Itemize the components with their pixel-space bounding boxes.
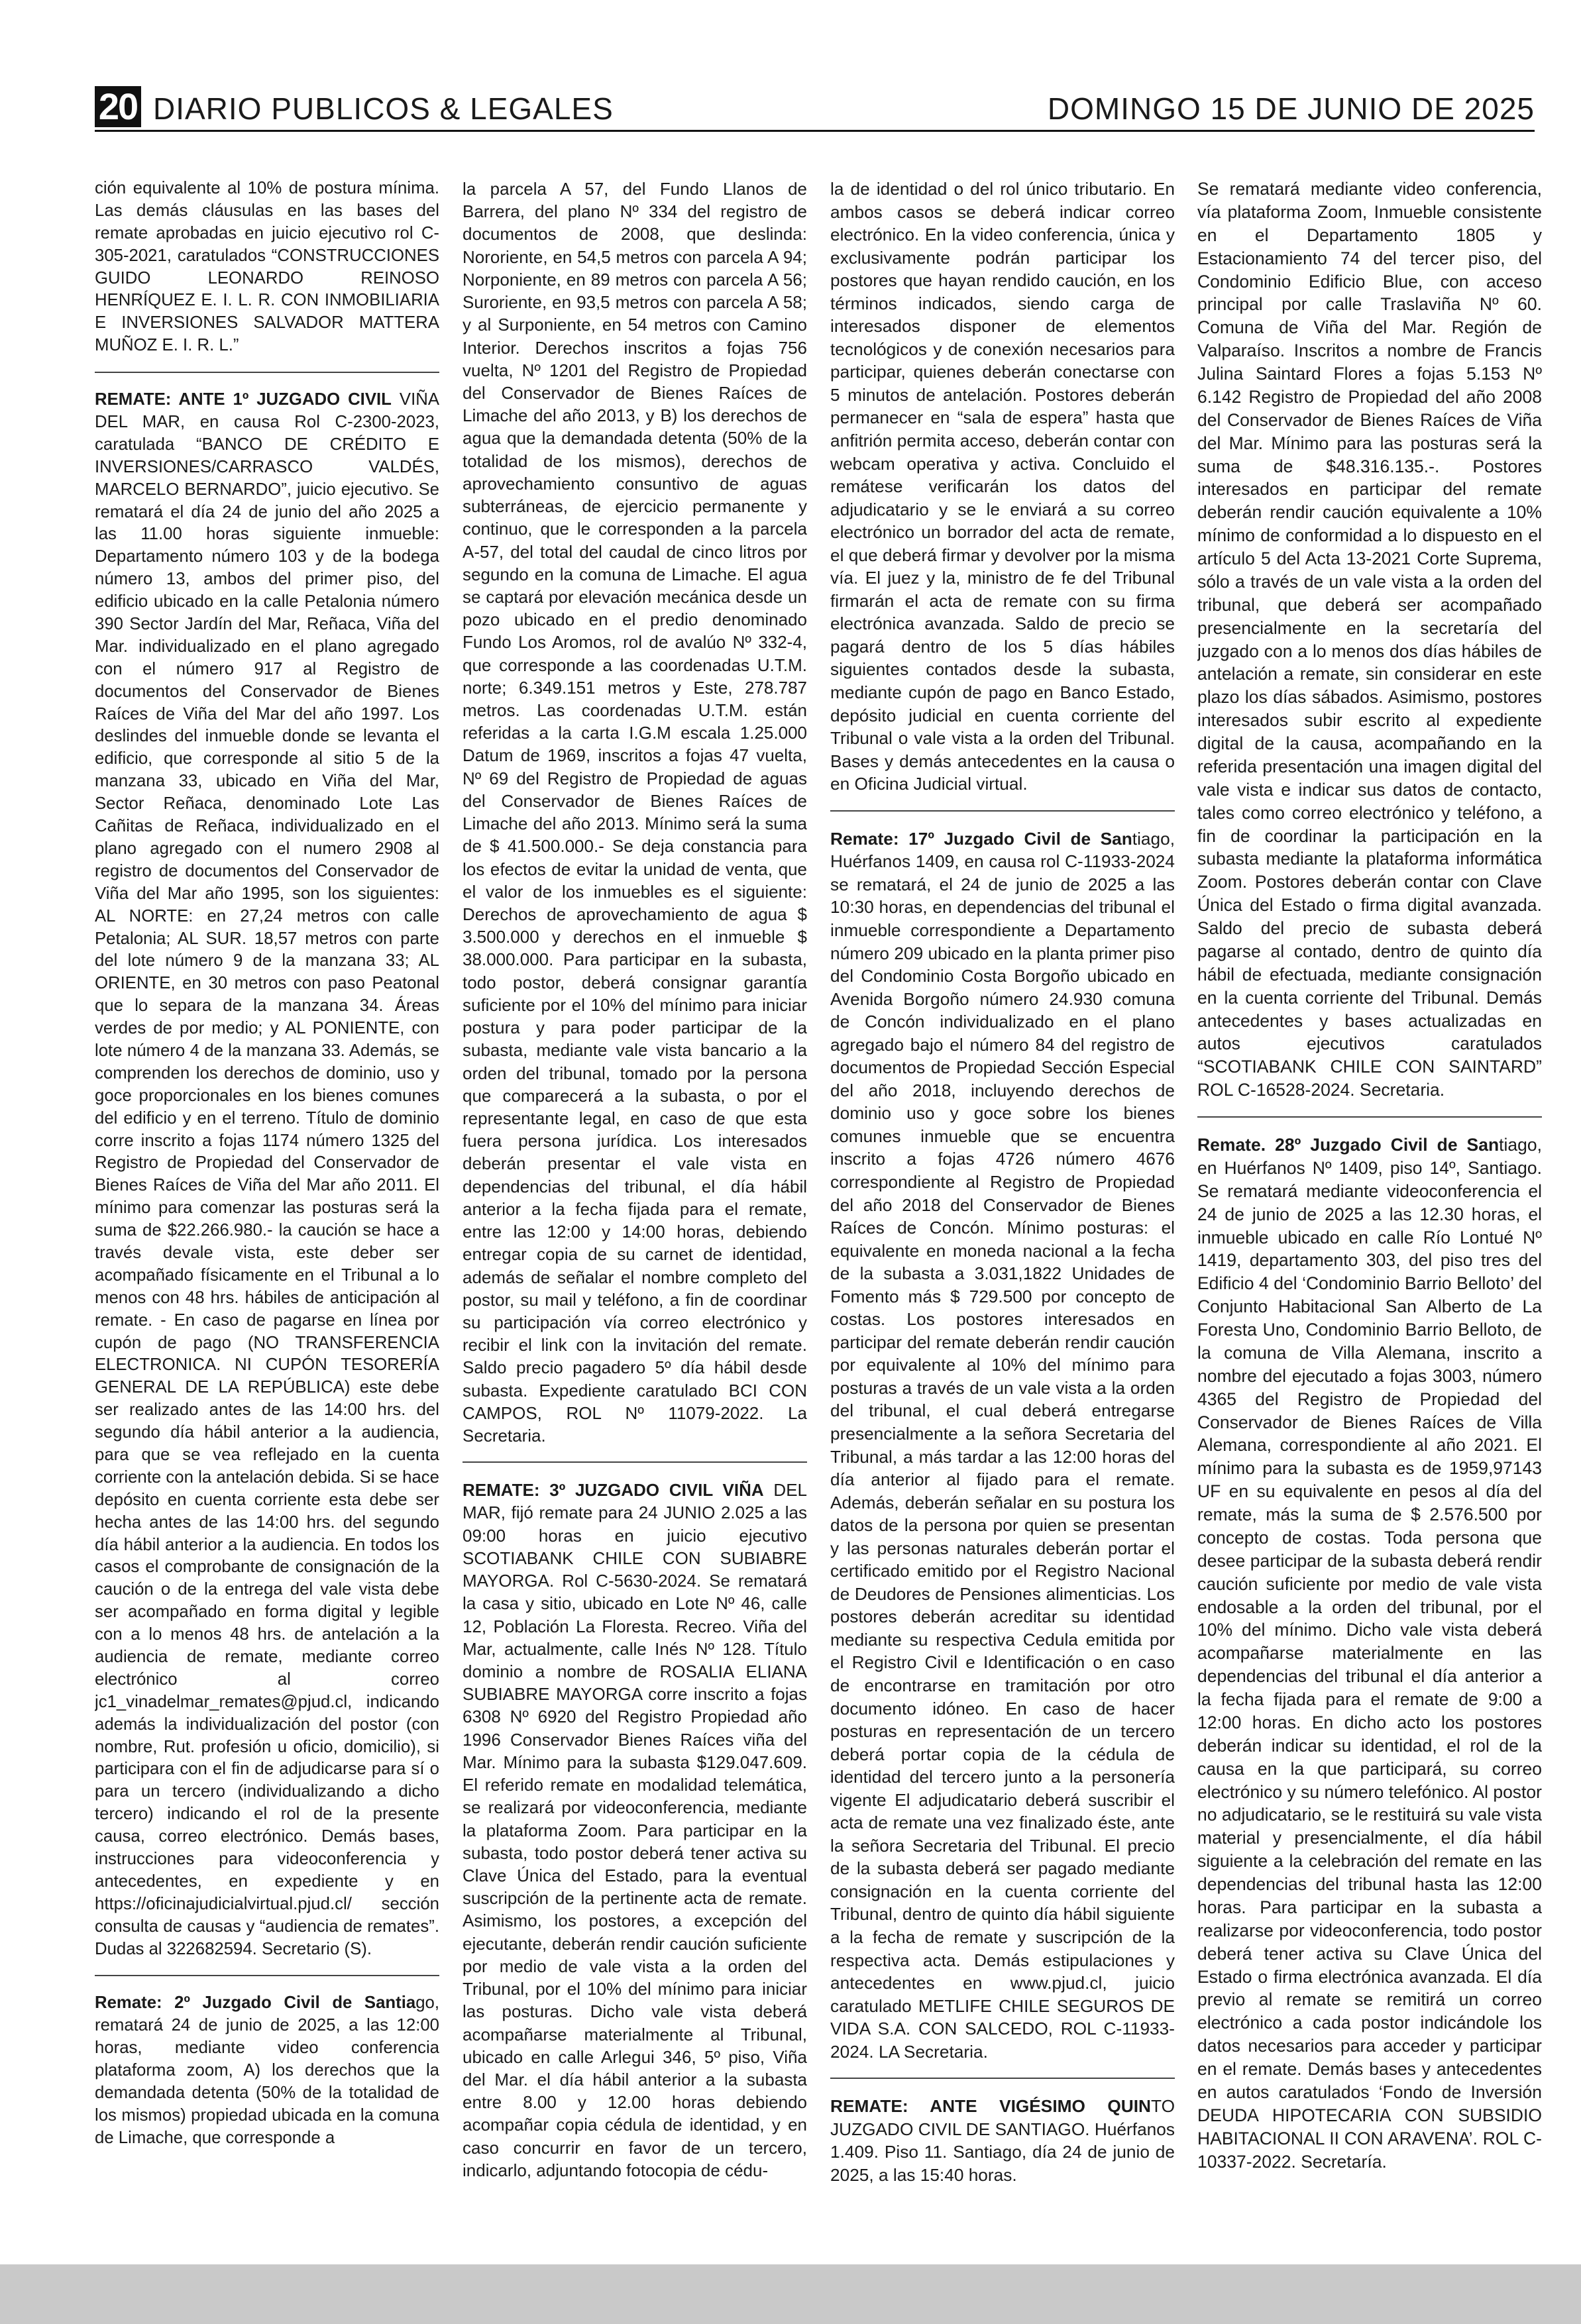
notice-heading: REMATE: 3º JUZGADO CIVIL VIÑA bbox=[463, 1480, 764, 1501]
notice-body: DEL MAR, fijó remate para 24 JUNIO 2.025 a las 09:00 horas en juicio ejecutivo SCOTIABANK CHILE CON SUBIABRE MAYORGA. Rol C-5630-2024. Se rematará la casa y sitio, ubicado en Lote Nº 46, calle 12, Población La Floresta. Recreo. Viña del Mar, actualmente, calle Inés Nº 128. Título dominio a nombre de ROSALIA ELIANA SUBIABRE MAYORGA corre inscrito a fojas 6308 Nº 6920 del Registro Propiedad año 1996 Conservador Bienes Raíces viña del Mar. Mínimo para la subasta $129.047.609. El referido remate en modalidad telemática, se realizará por videoconferencia, mediante la plataforma Zoom. Para participar en la subasta, todo postor deberá tener activa su Clave Única del Estado, para la eventual suscripción de la pertinente acta de remate. Asimismo, los postores, a excepción del ejecutante, deberán rendir caución suficiente por medio de vale vista a la orden del Tribunal, por el 10% del mínimo para iniciar las posturas. Dicho vale vista deberá acompañarse materialmente al Tribunal, ubicado en calle Arlegui 346, 5º piso, Viña del Mar. el día hábil anterior a la subasta entre 8.00 y 12.00 horas debiendo acompañar copia cédula de identidad, y en caso concurrir en favor de un tercero, indicarlo, adjuntando fotocopia de cédu- bbox=[463, 1480, 807, 2180]
column-4 bbox=[1197, 178, 1542, 2211]
notice-remate-2-juzgado-santiago bbox=[95, 1992, 439, 2149]
notice-body: TO JUZGADO CIVIL DE SANTIAGO. Huérfanos 1.409. Piso 11. Santiago, día 24 de junio de 2025, a las 15:40 horas. bbox=[830, 2096, 1175, 2185]
notice-remate-28-juzgado-santiago bbox=[1197, 1134, 1542, 2173]
notice-divider bbox=[830, 810, 1175, 812]
notice-body: VIÑA DEL MAR, en causa Rol C-2300-2023, caratulada “BANCO DE CRÉDITO E INVERSIONES/CARRASCO VALDÉS, MARCELO BERNARDO”, juicio ejecutivo. Se rematará el día 24 de junio del año 2025 a las 11.00 horas siguiente inmueble: Departamento número 103 y de la bodega número 13, ambos del primer piso, del edificio ubicado en la calle Petalonia número 390 Sector Jardín del Mar, Reñaca, Viña del Mar. individualizado en el plano agregado con el número 917 al Registro de documentos del Conservador de Bienes Raíces de Viña del Mar del año 1997. Los deslindes del inmueble donde se levanta el edificio, que corresponde al sitio 5 de la manzana 33, ubicado en Viña del Mar, Sector Reñaca, denominado Lote Las Cañitas de Reñaca, individualizado en el plano agregado con el numero 2908 al registro de documentos del Conservador de Viña del Mar año 1995, son los siguientes: AL NORTE: en 27,24 metros con calle Petalonia; AL SUR. 18,57 metros con parte del lote número 9 de la manzana 33; AL ORIENTE, en 30 metros con paso Peatonal que lo separa de la manzana 34. Áreas verdes de por medio; y AL PONIENTE, con lote número 4 de la manzana 33. Además, se comprenden los derechos de dominio, uso y goce proporcionales en los bienes comunes del edificio y en el terreno. Título de dominio corre inscrito a fojas 1174 número 1325 del Registro de Propiedad del Conservador de Bienes Raíces de Viña del Mar año 2011. El mínimo para comenzar las posturas será la suma de $22.266.980.- la caución se hace a través devale vista, este deber ser acompañado físicamente en el Tribunal a lo menos con 48 hrs. hábiles de anticipación al remate. - En caso de pagarse en línea por cupón de pago (NO TRANSFERENCIA ELECTRONICA. NI CUPÓN TESORERÍA GENERAL DE LA REPÚBLICA) este debe ser realizado antes de las 14:00 hrs. del segundo día hábil anterior a la audiencia, para que se vea reflejado en la cuenta corriente con la antelación debida. Si se hace depósito en cuenta corriente esta debe ser hecha antes de las 14:00 hrs. del segundo día hábil anterior a la audiencia. En todos los casos el comprobante de consignación de la caución o de la entrega del vale vista debe ser acompañado en forma digital y legible con a lo menos 48 hrs. de antelación a la audiencia de remate, mediante correo electrónico al correo jc1_vinadelmar_remates@pjud.cl, indicando además la individualización del postor (con nombre, Rut. profesión u oficio, domicilio), si participara con el fin de adjudicarse para sí o para un tercero (individualizando a dicho tercero) indicando el rol de la presente causa, correo electrónico. Demás bases, instrucciones para videoconferencia y antecedentes, en expediente y en https://oficinajudicialvirtual.pjud.cl/ sección consulta de causas y “audiencia de remates”. Dudas al 322682594. Secretario (S). bbox=[95, 390, 439, 1958]
notice-heading: Remate: 2º Juzgado Civil de Santia bbox=[95, 1993, 416, 2013]
notice-divider bbox=[95, 1975, 439, 1976]
notice-continuation: ción equivalente al 10% de postura mínima. Las demás cláusulas en las bases del remate aprobadas en juicio ejecutivo rol C-305-2021, caratulados “CONSTRUCCIONES GUIDO LEONARDO REINOSO HENRÍQUEZ E. I. L. R. CON INMOBILIARIA E INVERSIONES SALVADOR MATTERA MUÑOZ E. I. R. L.” bbox=[95, 179, 439, 355]
notice-remate-17-juzgado-santiago bbox=[830, 827, 1175, 2064]
notice-remate-3-juzgado-vina bbox=[463, 1479, 807, 2182]
notice-heading: Remate. 28º Juzgado Civil de San bbox=[1197, 1135, 1499, 1155]
notice-divider bbox=[463, 1461, 807, 1463]
column-2 bbox=[463, 178, 807, 2211]
notice-heading: Remate: 17º Juzgado Civil de San bbox=[830, 828, 1132, 849]
page-header bbox=[95, 83, 1535, 132]
notice-divider bbox=[1197, 1116, 1542, 1118]
notice-body: tiago, Huérfanos 1409, en causa rol C-11933-2024 se rematará, el 24 de junio de 2025 a las 10:30 horas, en dependencias del tribunal el inmueble correspondiente a Departamento número 209 ubicado en la planta primer piso del Condominio Costa Borgoño ubicado en Avenida Borgoño número 24.930 comuna de Concón individualizado en el plano agregado bajo el número 84 del registro de documentos de Propiedad Sección Especial del año 2018, incluyendo derechos de dominio uso y goce sobre los bienes comunes inmueble que se encuentra inscrito a fojas 4726 número 4676 correspondiente al Registro de Propiedad del año 2018 del Conservador de Bienes Raíces de Concón. Mínimo posturas: el equivalente en moneda nacional a la fecha de la subasta a 3.031,1822 Unidades de Fomento más $ 729.500 por concepto de costas. Los postores interesados en participar del remate deberán rendir caución por equivalente al 10% del mínimo para posturas a través de un vale vista a la orden del tribunal, el cual deberá entregarse presencialmente a la señora Secretaria del Tribunal, a más tardar a las 12:00 horas del día anterior al fijado para el remate. Además, deberán señalar en su postura los datos de la persona por quien se presentan y las personas naturales deberán portar el certificado emitido por el Registro Nacional de Deudores de Pensiones alimenticias. Los postores deberán acreditar su identidad mediante su respectiva Cedula emitida por el Registro Civil e Identificación o en caso de encontrarse en tramitación por otro documento idóneo. En caso de hacer posturas en representación de un tercero deberá portar copia de la cédula de identidad del tercero junto a la personería vigente El adjudicatario deberá suscribir el acta de remate una vez finalizado éste, ante la señora Secretaria del Tribunal. El precio de la subasta deberá ser pagado mediante consignación en la cuenta corriente del Tribunal, dentro de quinto día hábil siguiente a la fecha de remate y suscripción de la respectiva acta. Demás estipulaciones y antecedentes en www.pjud.cl, juicio caratulado METLIFE CHILE SEGUROS DE VIDA S.A. CON SALCEDO, ROL C-11933-2024. LA Secretaria. bbox=[830, 828, 1175, 2062]
notice-divider bbox=[95, 372, 439, 373]
publication-title: DIARIO PUBLICOS & LEGALES bbox=[153, 91, 614, 126]
publication-date: DOMINGO 15 DE JUNIO DE 2025 bbox=[1047, 91, 1535, 126]
page-number: 20 bbox=[95, 86, 141, 127]
notice-continuation: Se rematará mediante video conferencia, vía plataforma Zoom, Inmueble consistente en el Departamento 1805 y Estacionamiento 74 del tercer piso, del Condominio Edificio Blue, con acceso principal por calle Traslaviña Nº 60. Comuna de Viña del Mar. Región de Valparaíso. Inscritos a nombre de Francis Julina Saintard Flores a fojas 5.153 Nº 6.142 Registro de Propiedad del año 2008 del Conservador de Bienes Raíces de Viña del Mar. Mínimo para las posturas será la suma de $48.316.135.-. Postores interesados en participar del remate deberán rendir caución equivalente a 10% mínimo de conformidad a lo dispuesto en el artículo 5 del Acta 13-2021 Corte Suprema, sólo a través de un vale vista a la orden del tribunal, que deberá ser acompañado presencialmente en la secretaría del juzgado con a lo menos dos días hábiles de antelación a remate, sin considerar en este plazo los días sábados. Asimismo, postores interesados subir escrito al expediente digital de la causa, acompañando en la referida presentación una imagen digital del vale vista e indicar sus datos de contacto, tales como correo electrónico y teléfono, a fin de coordinar la participación en la subasta mediante la plataforma informática Zoom. Postores deberán contar con Clave Única del Estado o firma digital avanzada. Saldo del precio de subasta deberá pagarse al contado, dentro de quinto día hábil de efectuada, mediante consignación en la cuenta corriente del Tribunal. Demás antecedentes y bases actualizadas en autos ejecutivos caratulados “SCOTIABANK CHILE CON SAINTARD” ROL C-16528-2024. Secretaria. bbox=[1197, 179, 1542, 1100]
notice-heading: REMATE: ANTE 1º JUZGADO CIVIL bbox=[95, 390, 392, 409]
notice-remate-1-juzgado-vina bbox=[95, 389, 439, 1960]
notice-heading: REMATE: ANTE VIGÉSIMO QUIN bbox=[830, 2096, 1152, 2117]
notice-continuation: la de identidad o del rol único tributario. En ambos casos se deberá indicar correo electrónico. En la video conferencia, única y exclusivamente podrán participar los postores que hayan rendido caución, en los términos indicados, siendo carga de interesados disponer de elementos tecnológicos y de conexión necesarios para participar, quienes deberán conectarse con 5 minutos de antelación. Postores deberán permanecer en “sala de espera” hasta que anfitrión permita acceso, deberán contar con webcam operativa y activa. Concluido el remátese verificarán los datos del adjudicatario y se le enviará a su correo electrónico un borrador del acta de remate, el que deberá firmar y devolver por la misma vía. El juez y la, ministro de fe del Tribunal firmarán el acta de remate con su firma electrónica avanzada. Saldo de precio se pagará dentro de los 5 días hábiles siguientes contados desde la subasta, mediante cupón de pago en Banco Estado, depósito judicial en cuenta corriente del Tribunal o vale vista a la orden del Tribunal. Bases y demás antecedentes en la causa o en Oficina Judicial virtual. bbox=[830, 179, 1175, 794]
notice-continuation: la parcela A 57, del Fundo Llanos de Barrera, del plano Nº 334 del registro de documentos de 2008, que deslinda: Nororiente, en 54,5 metros con parcela A 94; Norponiente, en 89 metros con parcela A 56; Suroriente, en 93,5 metros con parcela A 58; y al Surponiente, en 54 metros con Camino Interior. Derechos inscritos a fojas 756 vuelta, Nº 1201 del Registro de Propiedad del Conservador de Bienes Raíces de Limache del año 2013, y B) los derechos de agua que la demandada detenta (50% de la totalidad de los mismos), derechos de aprovechamiento consuntivo de aguas subterráneas, de ejercicio permanente y continuo, que le corresponden a la parcela A-57, del total del caudal de cinco litros por segundo en la comuna de Limache. El agua se captará por elevación mecánica desde un pozo ubicado en el predio denominado Fundo Los Aromos, rol de avalúo Nº 332-4, que corresponde a las coordenadas U.T.M. norte; 6.349.151 metros y Este, 278.787 metros. Las coordenadas U.T.M. están referidas a la carta I.G.M escala 1.25.000 Datum de 1969, inscritos a fojas 47 vuelta, Nº 69 del Registro de Propiedad de aguas del Conservador de Bienes Raíces de Limache del año 2013. Mínimo será la suma de $ 41.500.000.- Se deja constancia para los efectos de evitar la unidad de venta, que el valor de los inmuebles es el siguiente: Derechos de aprovechamiento de agua $ 3.500.000 y derechos en el inmueble $ 38.000.000. Para participar en la subasta, todo postor, deberá consignar garantía suficiente por el 10% del mínimo para iniciar postura y para poder participar de la subasta, mediante vale vista bancario a la orden del tribunal, tomado por la persona que comparecerá a la subasta, o por el representante legal, en caso de que esta fuera persona jurídica. Los interesados deberán presentar el vale vista en dependencias del tribunal, el día hábil anterior a la fecha fijada para el remate, entre las 12:00 y 14:00 horas, debiendo entregar copia de su carnet de identidad, además de señalar el nombre completo del postor, su mail y teléfono, a fin de coordinar su participación vía correo electrónico y recibir el link con la invitación del remate. Saldo precio pagadero 5º día hábil desde subasta. Expediente caratulado BCI CON CAMPOS, ROL Nº 11079-2022. La Secretaria. bbox=[463, 179, 807, 1446]
notice-body: tiago, en Huérfanos Nº 1409, piso 14º, Santiago. Se rematará mediante videoconferencia el 24 de junio de 2025 a las 12.30 horas, el inmueble ubicado en calle Río Lontué Nº 1419, departamento 303, del piso tres del Edificio 4 del ‘Condominio Barrio Belloto’ del Conjunto Habitacional San Alberto de La Foresta Uno, Condominio Barrio Belloto, de la comuna de Villa Alemana, inscrito a nombre del ejecutado a fojas 3003, número 4365 del Registro de Propiedad del Conservador de Bienes Raíces de Villa Alemana, correspondiente al año 2021. El mínimo para la subasta es de 1959,97143 UF en su equivalente en pesos al día del remate, más la suma de $ 2.576.500 por concepto de costas. Toda persona que desee participar de la subasta deberá rendir caución suficiente por medio de vale vista endosable a la orden del tribunal, por el 10% del mínimo. Dicho vale vista deberá acompañarse materialmente en las dependencias del tribunal el día anterior a la fecha fijada para el remate de 9:00 a 12:00 horas. En dicho acto los postores deberán indicar su identidad, el rol de la causa en la que participará, su correo electrónico y su número telefónico. Al postor no adjudicatario, se le restituirá su vale vista material y presencialmente, el día hábil siguiente a la celebración del remate en las dependencias del tribunal hasta las 12:00 horas. Para participar en la subasta a realizarse por videoconferencia, todo postor deberá tener activa su Clave Única del Estado o firma electrónica avanzada. El día previo al remate se remitirá un correo electrónico a cada postor indicándole los datos necesarios para acceder y participar en el remate. Demás bases y antecedentes en autos caratulados ‘Fondo de Inversión DEUDA HIPOTECARIA CON SUBSIDIO HABITACIONAL II CON ARAVENA’. ROL C-10337-2022. Secretaría. bbox=[1197, 1135, 1542, 2172]
notice-remate-25-juzgado-santiago bbox=[830, 2095, 1175, 2186]
notice-body: go, rematará 24 de junio de 2025, a las 12:00 horas, mediante video conferencia plataforma zoom, A) los derechos que la demandada detenta (50% de la totalidad de los mismos) propiedad ubicada en la comuna de Limache, que corresponde a bbox=[95, 1993, 439, 2147]
column-3 bbox=[830, 178, 1175, 2211]
notice-divider bbox=[830, 2078, 1175, 2079]
column-1 bbox=[95, 178, 439, 2211]
page-bottom-margin bbox=[0, 2264, 1581, 2324]
